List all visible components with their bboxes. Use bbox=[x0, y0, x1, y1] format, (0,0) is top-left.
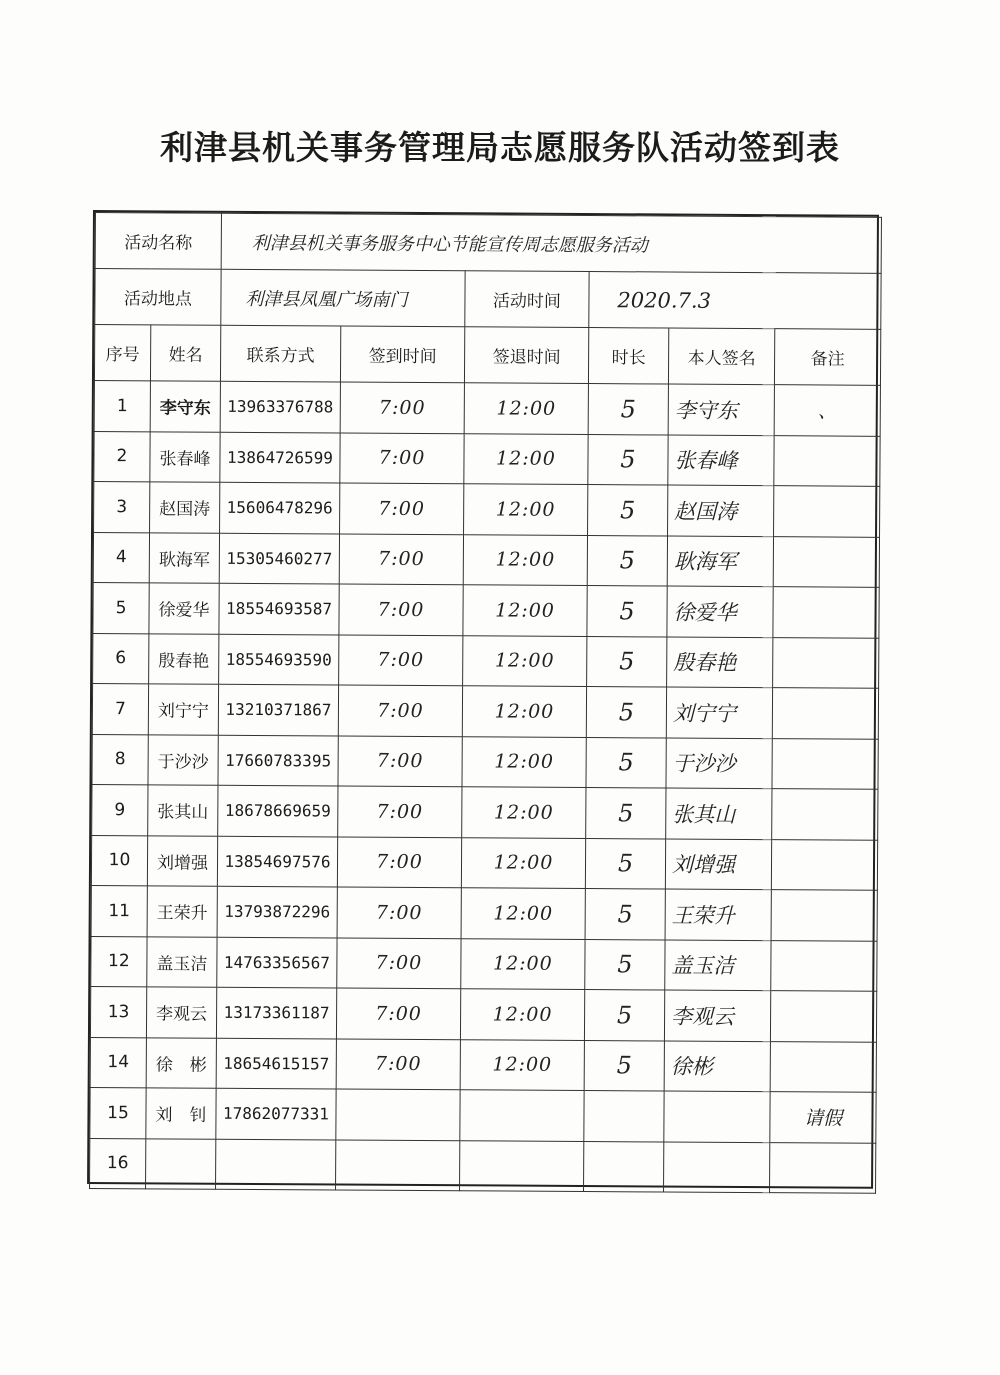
table-row bbox=[93, 532, 879, 587]
remark bbox=[772, 688, 878, 739]
member-phone: 18654615157 bbox=[216, 1038, 336, 1089]
remark bbox=[773, 587, 879, 638]
row-number: 1 bbox=[94, 381, 150, 432]
sign-in-time bbox=[336, 1140, 460, 1191]
duration-hours: 5 bbox=[587, 586, 667, 637]
member-name: 刘增强 bbox=[147, 835, 217, 886]
signature bbox=[664, 1091, 770, 1142]
signature: 刘宁宁 bbox=[666, 687, 772, 738]
table-row bbox=[92, 684, 878, 739]
activity-name-value: 利津县机关事务服务中心节能宣传周志愿服务活动 bbox=[221, 213, 881, 273]
column-header: 备注 bbox=[774, 329, 880, 386]
sign-out-time: 12:00 bbox=[461, 938, 585, 989]
table-row bbox=[91, 886, 877, 941]
member-name: 刘 钊 bbox=[146, 1088, 216, 1139]
sign-in-time: 7:00 bbox=[337, 837, 461, 888]
row-number: 7 bbox=[92, 684, 148, 735]
member-name: 李守东 bbox=[150, 381, 220, 432]
table-row bbox=[90, 1037, 876, 1092]
signature: 于沙沙 bbox=[666, 738, 772, 789]
column-header: 签退时间 bbox=[464, 327, 588, 384]
table-row bbox=[90, 987, 876, 1042]
row-number: 12 bbox=[91, 936, 147, 987]
signature: 耿海军 bbox=[667, 536, 773, 587]
sign-in-time: 7:00 bbox=[336, 988, 460, 1039]
member-name: 张其山 bbox=[148, 785, 218, 836]
table-row bbox=[93, 633, 879, 688]
member-name: 李观云 bbox=[146, 987, 216, 1038]
row-number: 9 bbox=[92, 785, 148, 836]
sign-in-time: 7:00 bbox=[340, 483, 464, 534]
row-number: 5 bbox=[93, 583, 149, 634]
table-row bbox=[91, 936, 877, 991]
sign-out-time: 12:00 bbox=[463, 534, 587, 585]
duration-hours: 5 bbox=[585, 939, 665, 990]
remark bbox=[773, 536, 879, 587]
member-name: 盖玉洁 bbox=[147, 936, 217, 987]
sign-in-time: 7:00 bbox=[338, 786, 462, 837]
table-row bbox=[94, 431, 880, 486]
table-row bbox=[94, 381, 880, 436]
duration-hours bbox=[584, 1091, 664, 1142]
sign-out-time: 12:00 bbox=[464, 484, 588, 535]
duration-hours bbox=[584, 1141, 664, 1192]
duration-hours: 5 bbox=[585, 889, 665, 940]
column-header: 联系方式 bbox=[220, 325, 340, 382]
row-number: 6 bbox=[93, 633, 149, 684]
member-phone: 13793872296 bbox=[217, 886, 337, 937]
signature: 李守东 bbox=[668, 384, 774, 435]
sign-out-time: 12:00 bbox=[462, 736, 586, 787]
remark bbox=[771, 940, 877, 991]
member-phone: 18554693587 bbox=[219, 583, 339, 634]
sign-out-time: 12:00 bbox=[463, 635, 587, 686]
column-header: 序号 bbox=[94, 325, 150, 381]
remark bbox=[770, 991, 876, 1042]
member-name: 耿海军 bbox=[149, 532, 219, 583]
signature: 殷春艳 bbox=[667, 637, 773, 688]
page-title: 利津县机关事务管理局志愿服务队活动签到表 bbox=[160, 128, 840, 167]
remark bbox=[774, 486, 880, 537]
member-name: 王荣升 bbox=[147, 886, 217, 937]
remark bbox=[770, 1041, 876, 1092]
row-number: 4 bbox=[93, 532, 149, 583]
member-name: 张春峰 bbox=[150, 431, 220, 482]
member-phone: 13854697576 bbox=[217, 836, 337, 887]
table-row bbox=[92, 734, 878, 789]
signature: 徐爱华 bbox=[667, 586, 773, 637]
sign-out-time: 12:00 bbox=[462, 686, 586, 737]
sign-in-time: 7:00 bbox=[337, 938, 461, 989]
remark bbox=[771, 839, 877, 890]
duration-hours: 5 bbox=[585, 838, 665, 889]
row-number: 3 bbox=[94, 482, 150, 533]
member-phone: 18554693590 bbox=[219, 634, 339, 685]
remark: 请假 bbox=[770, 1092, 876, 1143]
member-phone: 13173361187 bbox=[216, 987, 336, 1038]
activity-time-value: 2020.7.3 bbox=[589, 272, 881, 330]
activity-location-value: 利津县凤凰广场南门 bbox=[221, 269, 465, 326]
remark bbox=[773, 637, 879, 688]
remark: 、 bbox=[774, 385, 880, 436]
sign-in-time: 7:00 bbox=[336, 1039, 460, 1090]
sign-out-time bbox=[460, 1140, 584, 1191]
sign-out-time: 12:00 bbox=[460, 1039, 584, 1090]
duration-hours: 5 bbox=[586, 788, 666, 839]
row-number: 8 bbox=[92, 734, 148, 785]
activity-time-label: 活动时间 bbox=[465, 271, 589, 328]
sign-in-time bbox=[336, 1089, 460, 1140]
column-header: 姓名 bbox=[150, 325, 220, 381]
remark bbox=[770, 1142, 876, 1193]
member-phone: 13210371867 bbox=[218, 684, 338, 735]
activity-name-label: 活动名称 bbox=[95, 213, 221, 270]
table-row bbox=[90, 1087, 876, 1142]
member-phone: 15305460277 bbox=[219, 533, 339, 584]
table-row bbox=[93, 583, 879, 638]
duration-hours: 5 bbox=[584, 990, 664, 1041]
sign-in-time: 7:00 bbox=[339, 584, 463, 635]
table-row bbox=[91, 835, 877, 890]
signature: 李观云 bbox=[664, 990, 770, 1041]
duration-hours: 5 bbox=[586, 687, 666, 738]
duration-hours: 5 bbox=[587, 636, 667, 687]
member-phone: 14763356567 bbox=[217, 937, 337, 988]
duration-hours: 5 bbox=[587, 535, 667, 586]
sign-out-time: 12:00 bbox=[461, 837, 585, 888]
member-name: 刘宁宁 bbox=[148, 684, 218, 735]
member-phone: 18678669659 bbox=[218, 785, 338, 836]
member-phone: 17660783395 bbox=[218, 735, 338, 786]
row-number: 11 bbox=[91, 886, 147, 937]
sign-out-time bbox=[460, 1090, 584, 1141]
row-number: 15 bbox=[90, 1087, 146, 1138]
sign-out-time: 12:00 bbox=[464, 433, 588, 484]
member-name: 徐爱华 bbox=[149, 583, 219, 634]
member-name bbox=[146, 1138, 216, 1189]
table-row bbox=[94, 482, 880, 537]
column-header-row bbox=[94, 325, 880, 386]
signature: 张春峰 bbox=[668, 435, 774, 486]
column-header: 时长 bbox=[588, 328, 668, 384]
row-number: 16 bbox=[90, 1138, 146, 1189]
row-number: 14 bbox=[90, 1037, 146, 1088]
signature: 赵国涛 bbox=[668, 485, 774, 536]
signature: 徐彬 bbox=[664, 1041, 770, 1092]
table-row bbox=[90, 1138, 876, 1193]
sign-in-time: 7:00 bbox=[338, 736, 462, 787]
member-phone: 13963376788 bbox=[220, 381, 340, 432]
signature: 刘增强 bbox=[665, 839, 771, 890]
sign-in-time: 7:00 bbox=[339, 534, 463, 585]
sign-in-table bbox=[89, 212, 882, 1194]
duration-hours: 5 bbox=[588, 485, 668, 536]
sign-in-sheet bbox=[87, 210, 879, 1189]
signature: 王荣升 bbox=[665, 889, 771, 940]
duration-hours: 5 bbox=[588, 434, 668, 485]
remark bbox=[772, 738, 878, 789]
duration-hours: 5 bbox=[588, 384, 668, 435]
sign-in-time: 7:00 bbox=[338, 685, 462, 736]
sign-out-time: 12:00 bbox=[461, 888, 585, 939]
activity-location-label: 活动地点 bbox=[95, 269, 221, 326]
member-name: 赵国涛 bbox=[150, 482, 220, 533]
sign-out-time: 12:00 bbox=[464, 383, 588, 434]
member-phone bbox=[216, 1139, 336, 1190]
row-number: 13 bbox=[90, 987, 146, 1038]
sign-out-time: 12:00 bbox=[460, 989, 584, 1040]
duration-hours: 5 bbox=[584, 1040, 664, 1091]
column-header: 本人签名 bbox=[668, 328, 774, 385]
signature: 盖玉洁 bbox=[665, 940, 771, 991]
signature: 张其山 bbox=[666, 788, 772, 839]
sign-in-time: 7:00 bbox=[339, 635, 463, 686]
member-name: 于沙沙 bbox=[148, 734, 218, 785]
sign-in-time: 7:00 bbox=[337, 887, 461, 938]
sign-out-time: 12:00 bbox=[463, 585, 587, 636]
sign-out-time: 12:00 bbox=[462, 787, 586, 838]
sign-in-time: 7:00 bbox=[340, 382, 464, 433]
remark bbox=[771, 890, 877, 941]
sign-in-time: 7:00 bbox=[340, 433, 464, 484]
column-header: 签到时间 bbox=[340, 326, 464, 383]
row-number: 10 bbox=[91, 835, 147, 886]
duration-hours: 5 bbox=[586, 737, 666, 788]
signature bbox=[664, 1142, 770, 1193]
member-name: 殷春艳 bbox=[149, 633, 219, 684]
member-phone: 13864726599 bbox=[220, 432, 340, 483]
member-name: 徐 彬 bbox=[146, 1037, 216, 1088]
row-number: 2 bbox=[94, 431, 150, 482]
remark bbox=[772, 789, 878, 840]
member-phone: 17862077331 bbox=[216, 1088, 336, 1139]
member-phone: 15606478296 bbox=[220, 482, 340, 533]
table-row bbox=[92, 785, 878, 840]
remark bbox=[774, 435, 880, 486]
